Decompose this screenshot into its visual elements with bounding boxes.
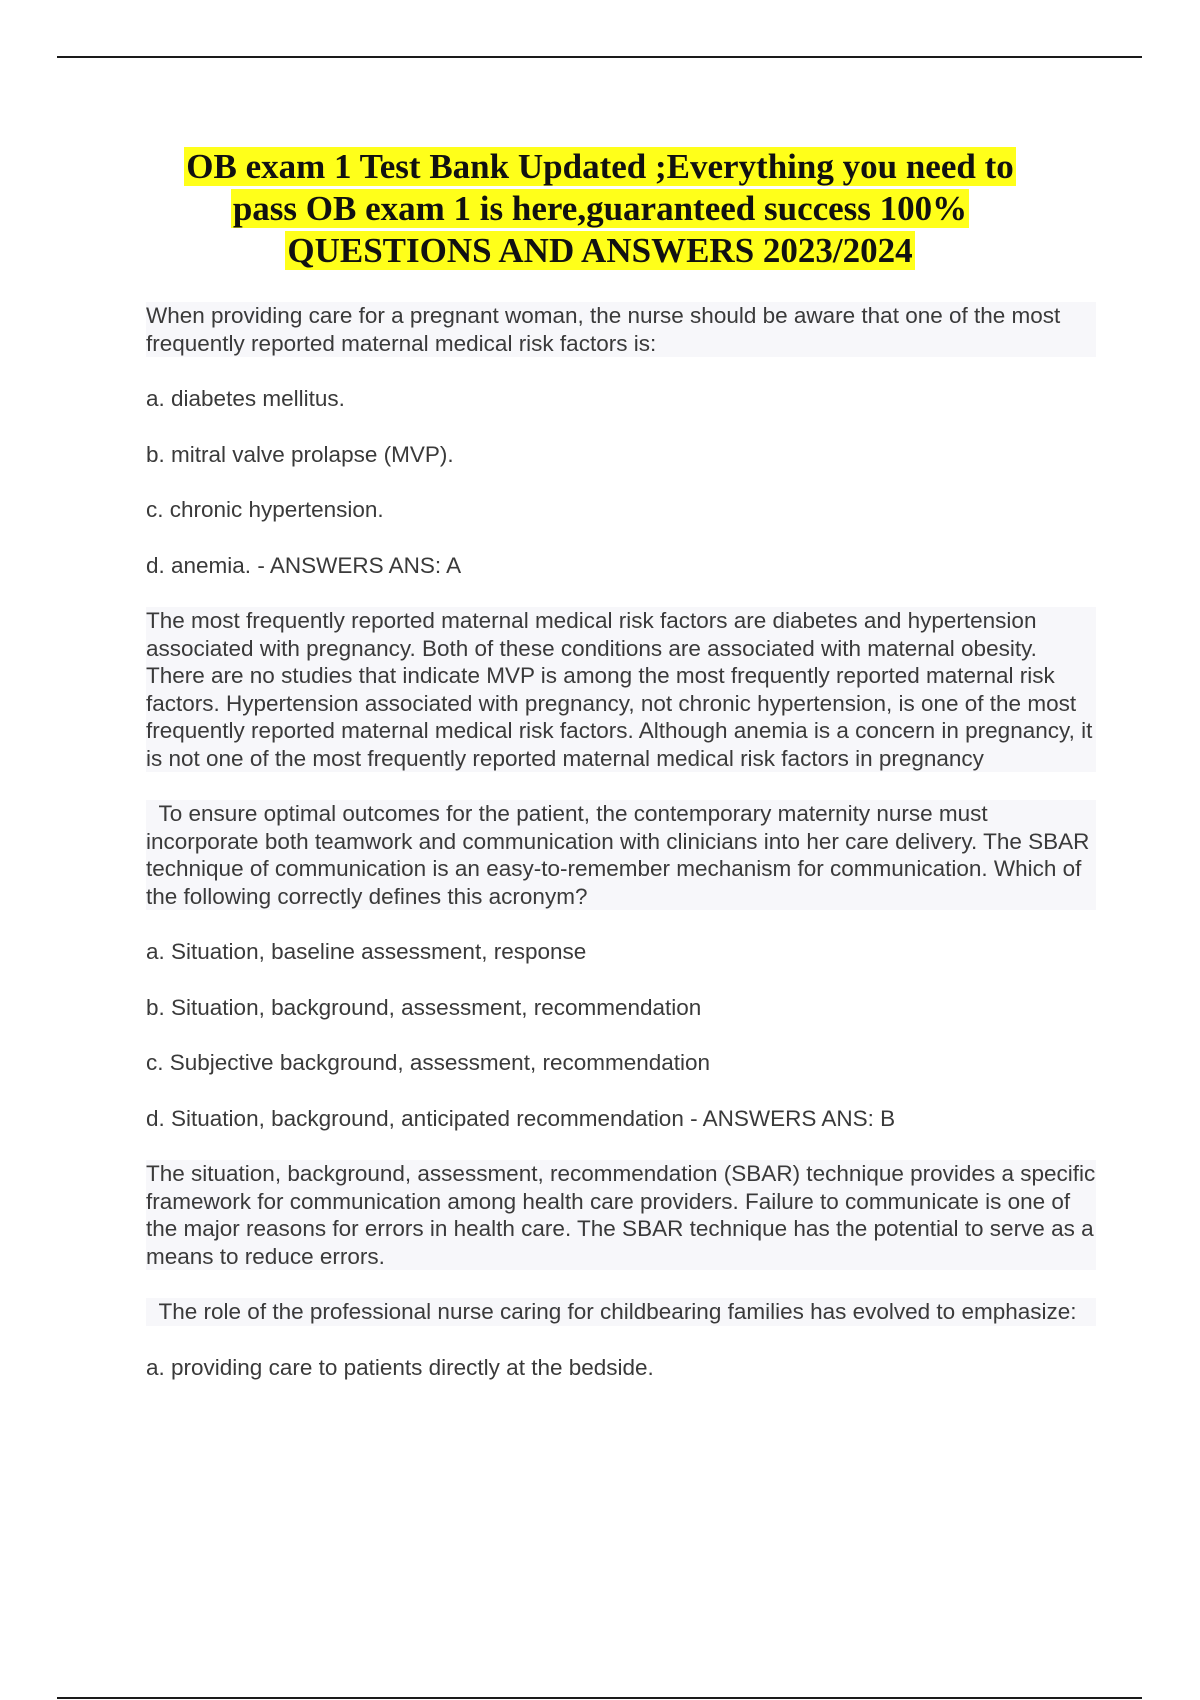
question-1-option-a: a. diabetes mellitus.: [146, 386, 345, 411]
question-1-option-b: b. mitral valve prolapse (MVP).: [146, 441, 454, 467]
title-line: QUESTIONS AND ANSWERS 2023/2024: [287, 231, 913, 270]
document-title: [60, 146, 1140, 272]
question-3-stem: The role of the professional nurse caring for childbearing families has evolved to emphasize:: [146, 1298, 1096, 1326]
question-2-rationale: The situation, background, assessment, recommendation (SBAR) technique provides a specific framework for communication among health care providers. Failure to communicate is one of the major reasons for errors in health care. The SBAR technique has the potential to serve as a means to reduce errors.: [146, 1161, 1096, 1269]
question-1-stem: When providing care for a pregnant woman, the nurse should be aware that one of the most frequently reported maternal medical risk factors is:: [146, 302, 1096, 357]
question-2-stem: To ensure optimal outcomes for the patient, the contemporary maternity nurse must incorporate both teamwork and communication with clinicians into her care delivery. The SBAR technique of communication is an easy-to-remember mechanism for communication. Which of the following correctly defines this acronym?: [146, 801, 1096, 909]
question-2-option-c: c. Subjective background, assessment, recommendation: [146, 1050, 711, 1075]
title-line: pass OB exam 1 is here,guaranteed success 100%: [232, 189, 968, 228]
question-2-option-b: b. Situation, background, assessment, recommendation: [146, 994, 702, 1020]
top-rule: [57, 56, 1142, 58]
title-line: OB exam 1 Test Bank Updated ;Everything you need to: [186, 147, 1014, 186]
question-2-option-d-answer: d. Situation, background, anticipated recommendation - ANSWERS ANS: B: [146, 1105, 896, 1131]
bottom-rule: [57, 1697, 1142, 1699]
question-1-rationale: The most frequently reported maternal medical risk factors are diabetes and hypertension associated with pregnancy. Both of these conditions are associated with maternal obesity. There are no studies that indicate MVP is among the most frequently reported maternal risk factors. Hypertension associated with pregnancy, not chronic hypertension, is one of the most frequently reported maternal medical risk factors. Although anemia is a concern in pregnancy, it is not one of the most frequently reported maternal medical risk factors in pregnancy: [146, 607, 1096, 772]
question-1-option-d-answer: d. anemia. - ANSWERS ANS: A: [146, 552, 462, 578]
question-3-option-a: a. providing care to patients directly at the bedside.: [146, 1354, 654, 1380]
document-body: [146, 302, 1096, 1409]
question-1-option-c: c. chronic hypertension.: [146, 497, 384, 522]
question-2-option-a: a. Situation, baseline assessment, response: [146, 939, 587, 964]
